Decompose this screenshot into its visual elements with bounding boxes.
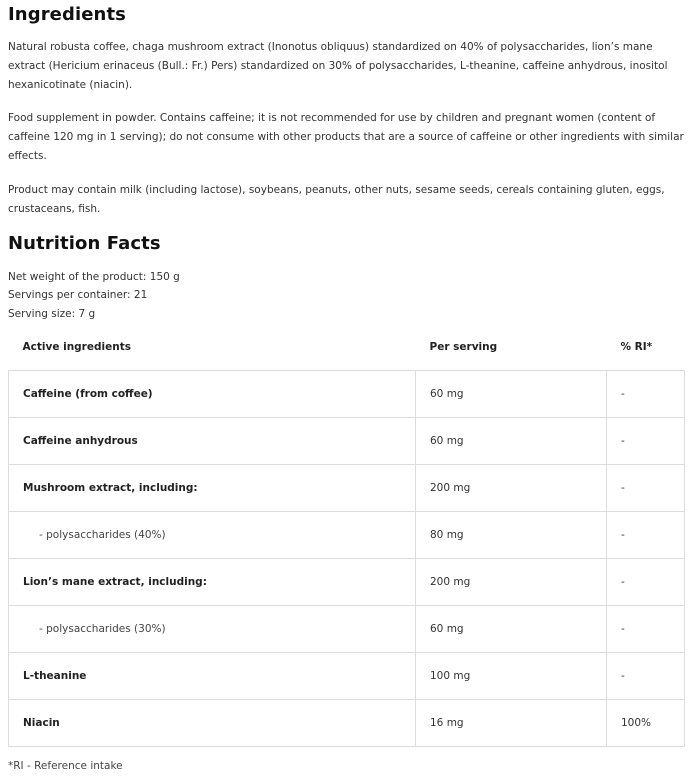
ingredient-amount: 200 mg [416, 559, 607, 606]
table-row [9, 606, 685, 653]
table-row [9, 418, 685, 465]
ingredient-ri: 100% [607, 700, 685, 747]
ingredient-name: - polysaccharides (40%) [9, 512, 416, 559]
ingredient-amount: 200 mg [416, 465, 607, 512]
ri-footnote: *RI - Reference intake [8, 760, 123, 772]
ingredient-ri: - [607, 371, 685, 418]
ingredient-ri: - [607, 418, 685, 465]
ingredient-amount: 60 mg [416, 606, 607, 653]
net-weight: Net weight of the product: 150 g [8, 271, 180, 283]
ingredient-amount: 80 mg [416, 512, 607, 559]
table-row [9, 371, 685, 418]
servings-per-container: Servings per container: 21 [8, 289, 148, 301]
nutrition-table [8, 324, 685, 747]
table-row [9, 465, 685, 512]
ingredients-heading: Ingredients [8, 4, 126, 25]
table-row [9, 653, 685, 700]
header-per-serving: Per serving [429, 341, 498, 353]
ingredient-name: Mushroom extract, including: [9, 465, 416, 512]
ingredient-amount: 100 mg [416, 653, 607, 700]
supplement-warning: Food supplement in powder. Contains caffeine; it is not recommended for use by children and pregnant women (content of caffeine 120 mg in 1 serving); do not consume with other products that are a source of caffeine or other ingredients with similar effects. [8, 112, 684, 162]
serving-size: Serving size: 7 g [8, 308, 96, 320]
ingredient-ri: - [607, 512, 685, 559]
header-active-ingredients: Active ingredients [22, 341, 131, 353]
ingredient-amount: 60 mg [416, 371, 607, 418]
ingredient-ri: - [607, 606, 685, 653]
header-ri: % RI* [620, 341, 653, 353]
table-row [9, 559, 685, 606]
ingredient-name: Caffeine (from coffee) [9, 371, 416, 418]
table-header-row [9, 324, 685, 371]
ingredient-ri: - [607, 559, 685, 606]
nutrition-facts-heading: Nutrition Facts [8, 233, 161, 254]
ingredient-name: Caffeine anhydrous [9, 418, 416, 465]
ingredient-name: - polysaccharides (30%) [9, 606, 416, 653]
ingredients-list: Natural robusta coffee, chaga mushroom extract (Inonotus obliquus) standardized on 40% of polysaccharides, lion’s mane extract (Hericium erinaceus (Bull.: Fr.) Pers) standardized on 30% of polysaccharides, L-theanine, caffeine anhydrous, inositol hexanicotinate (niacin). [8, 41, 668, 91]
table-row [9, 512, 685, 559]
allergen-info: Product may contain milk (including lactose), soybeans, peanuts, other nuts, sesame seeds, cereals containing gluten, eggs, crustaceans, fish. [8, 184, 665, 215]
ingredient-ri: - [607, 653, 685, 700]
ingredient-amount: 60 mg [416, 418, 607, 465]
ingredient-name: Lion’s mane extract, including: [9, 559, 416, 606]
ingredient-ri: - [607, 465, 685, 512]
ingredient-name: L-theanine [9, 653, 416, 700]
table-row [9, 700, 685, 747]
ingredient-amount: 16 mg [416, 700, 607, 747]
ingredient-name: Niacin [9, 700, 416, 747]
